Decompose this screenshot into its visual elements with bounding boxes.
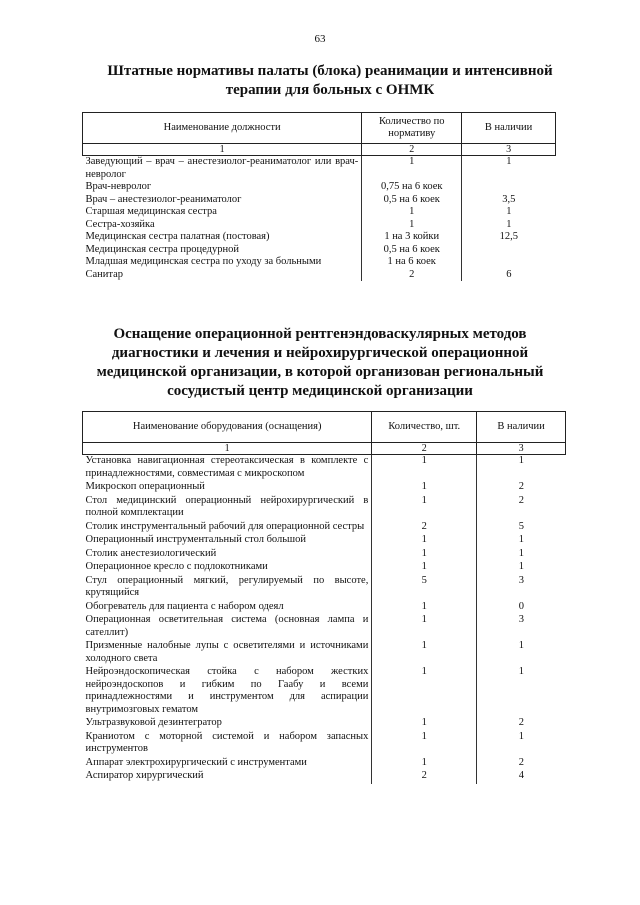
staffing-rows — [83, 156, 556, 282]
row-available: 1 — [518, 666, 524, 677]
row-name: Сестра-хозяйка — [83, 219, 362, 232]
row-available: 12,5 — [499, 231, 519, 242]
row-available: 2 — [518, 717, 524, 728]
row-name: Врач-невролог — [83, 181, 362, 194]
row-quantity: 1 — [372, 757, 477, 771]
header-available: В наличии — [477, 412, 566, 443]
header-position: Наименование должности — [83, 113, 362, 144]
row-quantity: 1 — [372, 640, 477, 666]
row-quantity: 5 — [372, 575, 477, 601]
row-name: Ультразвуковой дезинтегратор — [83, 717, 372, 731]
equipment-row — [83, 640, 566, 666]
row-name: Нейроэндоскопическая стойка с набором жестких нейроэндоскопов и гибким по Гаабу и всеми принадлежностями и инструментом для аспирации внутримозговых гематом — [83, 666, 372, 717]
row-name: Краниотом с моторной системой и набором запасных инструментов — [83, 731, 372, 757]
row-quantity: 1 — [372, 561, 477, 575]
row-available: 1 — [518, 561, 524, 572]
row-available: 1 — [506, 218, 512, 230]
row-available: 1 — [506, 156, 512, 167]
staffing-row — [83, 231, 556, 244]
equipment-row — [83, 717, 566, 731]
row-available — [462, 181, 556, 194]
staffing-table — [82, 112, 556, 281]
row-quantity: 0,5 на 6 коек — [362, 194, 462, 207]
row-name: Микроскоп операционный — [83, 481, 372, 495]
equipment-row — [83, 757, 566, 771]
col-number: 1 — [83, 144, 362, 156]
row-available: 2 — [518, 481, 524, 492]
equipment-row — [83, 731, 566, 757]
row-available: 5 — [518, 520, 524, 532]
row-available: 2 — [518, 756, 524, 768]
page-number: 63 — [314, 33, 326, 45]
equipment-row — [83, 561, 566, 575]
row-name: Операционная осветительная система (основная лампа и сателлит) — [83, 614, 372, 640]
row-quantity: 1 — [372, 731, 477, 757]
row-quantity: 1 — [372, 495, 477, 521]
row-quantity: 1 — [372, 601, 477, 615]
row-name: Аспиратор хирургический — [83, 770, 372, 784]
equipment-row — [83, 614, 566, 640]
row-available: 1 — [518, 547, 524, 559]
equipment-row — [83, 481, 566, 495]
row-name: Заведующий – врач – анестезиолог-реаниматолог или врач-невролог — [83, 156, 362, 182]
row-quantity: 1 — [362, 219, 462, 232]
row-quantity: 1 — [362, 206, 462, 219]
row-available: 4 — [518, 770, 524, 781]
staffing-row — [83, 244, 556, 257]
equipment-rows — [83, 455, 566, 784]
row-quantity: 1 — [362, 156, 462, 182]
row-name: Старшая медицинская сестра — [83, 206, 362, 219]
header-available: В наличии — [462, 113, 556, 144]
row-name: Медицинская сестра процедурной — [83, 244, 362, 257]
equipment-row — [83, 534, 566, 548]
row-available: 3,5 — [502, 193, 516, 205]
row-name: Младшая медицинская сестра по уходу за больными — [83, 256, 362, 269]
row-quantity: 1 — [372, 455, 477, 482]
staffing-row — [83, 206, 556, 219]
col-number: 3 — [462, 144, 556, 156]
staffing-row — [83, 194, 556, 207]
row-name: Столик анестезиологический — [83, 548, 372, 562]
row-quantity: 1 — [372, 548, 477, 562]
staffing-title: Штатные нормативы палаты (блока) реанимации и интенсивной терапии для больных с ОНМК — [107, 63, 553, 98]
row-available: 1 — [506, 206, 512, 217]
row-available: 1 — [518, 455, 524, 466]
equipment-row — [83, 521, 566, 535]
equipment-row — [83, 770, 566, 784]
row-quantity: 1 — [372, 614, 477, 640]
equipment-row — [83, 495, 566, 521]
equipment-row — [83, 455, 566, 482]
row-quantity: 2 — [372, 521, 477, 535]
row-available: 1 — [518, 730, 524, 742]
row-name: Стол медицинский операционный нейрохирургический в полной комплектации — [83, 495, 372, 521]
row-name: Установка навигационная стереотаксическая в комплекте с принадлежностями, совместимая с микроскопом — [83, 455, 372, 482]
col-number: 2 — [362, 144, 462, 156]
equipment-row — [83, 666, 566, 717]
row-available: 6 — [506, 268, 512, 280]
row-quantity: 0,75 на 6 коек — [362, 181, 462, 194]
row-quantity: 1 — [372, 666, 477, 717]
row-name: Призменные налобные лупы с осветителями и источниками холодного света — [83, 640, 372, 666]
row-quantity: 1 на 3 койки — [362, 231, 462, 244]
row-available — [462, 256, 556, 269]
row-quantity: 0,5 на 6 коек — [362, 244, 462, 257]
col-number: 2 — [372, 443, 477, 455]
row-name: Обогреватель для пациента с набором одеял — [83, 601, 372, 615]
row-name: Операционное кресло с подлокотниками — [83, 561, 372, 575]
col-number: 3 — [477, 443, 566, 455]
row-name: Аппарат электрохирургический с инструментами — [83, 757, 372, 771]
row-name: Операционный инструментальный стол большой — [83, 534, 372, 548]
row-quantity: 1 — [372, 717, 477, 731]
staffing-row — [83, 219, 556, 232]
row-name: Столик инструментальный рабочий для операционной сестры — [83, 521, 372, 535]
row-name: Медицинская сестра палатная (постовая) — [83, 231, 362, 244]
row-available: 2 — [518, 494, 524, 506]
row-quantity: 1 — [372, 534, 477, 548]
header-norm: Количество по нормативу — [362, 113, 462, 144]
row-quantity: 1 на 6 коек — [362, 256, 462, 269]
row-name: Врач – анестезиолог-реаниматолог — [83, 194, 362, 207]
row-quantity: 2 — [372, 770, 477, 784]
equipment-row — [83, 601, 566, 615]
row-quantity: 1 — [372, 481, 477, 495]
equipment-row — [83, 575, 566, 601]
row-available: 1 — [518, 534, 524, 545]
staffing-row — [83, 181, 556, 194]
header-equipment: Наименование оборудования (оснащения) — [83, 412, 372, 443]
staffing-row — [83, 269, 556, 282]
header-quantity: Количество, шт. — [372, 412, 477, 443]
staffing-row — [83, 156, 556, 182]
staffing-row — [83, 256, 556, 269]
row-available: 3 — [518, 574, 524, 586]
row-name: Стул операционный мягкий, регулируемый по высоте, крутящийся — [83, 575, 372, 601]
row-available: 1 — [518, 640, 524, 651]
row-name: Санитар — [83, 269, 362, 282]
row-available: 0 — [518, 600, 524, 612]
equipment-table — [82, 411, 566, 784]
equipment-row — [83, 548, 566, 562]
col-number: 1 — [83, 443, 372, 455]
row-available: 3 — [518, 614, 524, 625]
row-available — [462, 244, 556, 257]
row-quantity: 2 — [362, 269, 462, 282]
equipment-title: Оснащение операционной рентгенэндоваскулярных методов диагностики и лечения и нейрохирургической операционной медицинской организации, в которой организован региональный сосудистый центр медицинской организации — [96, 326, 544, 399]
